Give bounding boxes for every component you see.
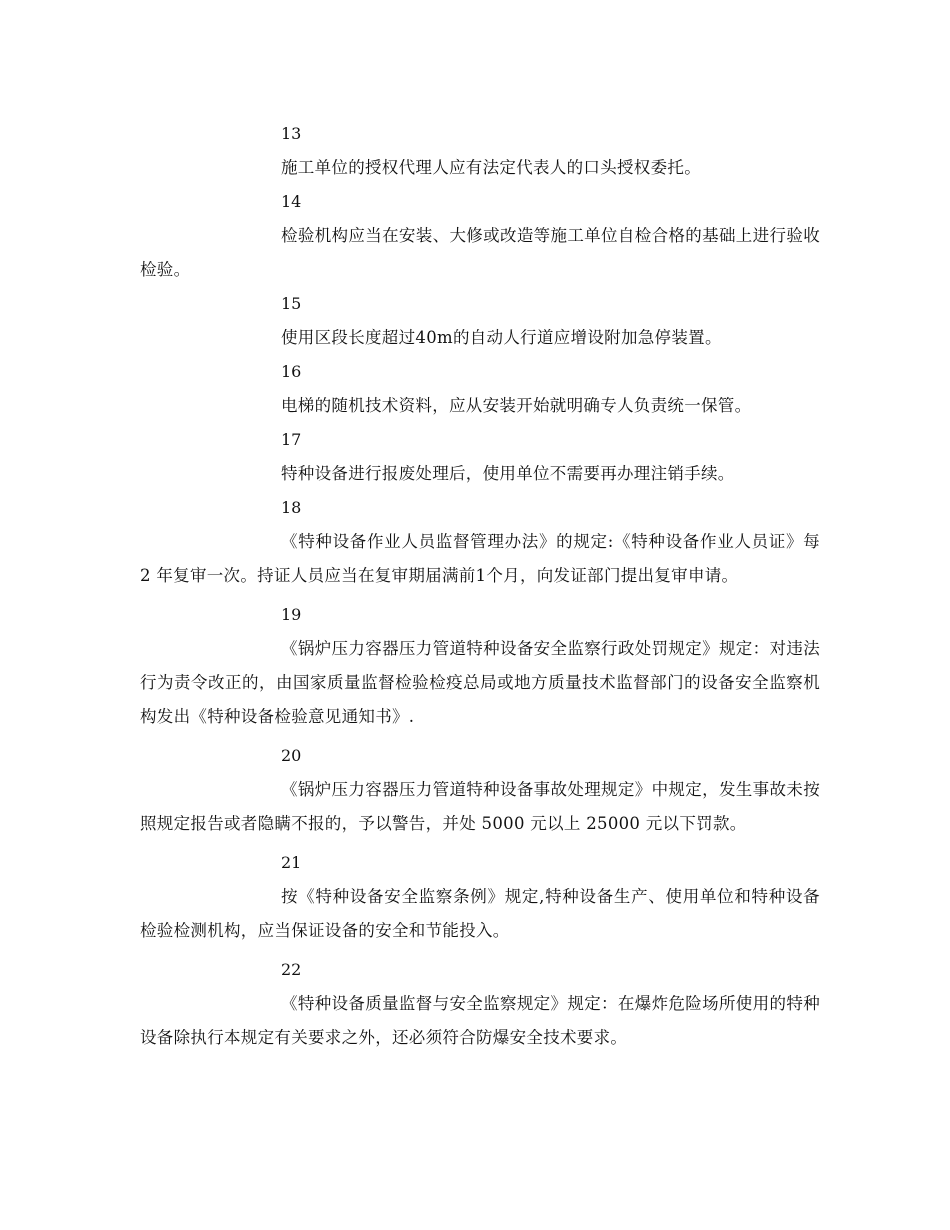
item-number: 21 (281, 853, 302, 872)
item-number: 19 (281, 605, 302, 624)
item-text: 《锅炉压力容器压力管道特种设备安全监察行政处罚规定》规定：对违法行为责令改正的，由国家质量监督检验检疫总局或地方质量技术监督部门的设备安全监察机构发出《特种设备检验意见通知书》. (140, 639, 820, 726)
item-number: 20 (281, 746, 302, 765)
item-number: 18 (281, 498, 302, 517)
item-text: 《特种设备作业人员监督管理办法》的规定:《特种设备作业人员证》每 2 年复审一次。持证人员应当在复审期届满前1个月，向发证部门提出复审申请。 (140, 532, 820, 585)
item-text: 特种设备进行报废处理后，使用单位不需要再办理注销手续。 (281, 464, 735, 483)
item-text: 《特种设备质量监督与安全监察规定》规定：在爆炸危险场所使用的特种设备除执行本规定有关要求之外，还必须符合防爆安全技术要求。 (140, 994, 820, 1047)
item-number: 14 (281, 192, 302, 211)
item-number: 13 (281, 124, 302, 143)
item-text: 电梯的随机技术资料，应从安装开始就明确专人负责统一保管。 (281, 396, 752, 415)
item-text: 检验机构应当在安装、大修或改造等施工单位自检合格的基础上进行验收检验。 (140, 226, 820, 279)
item-text: 施工单位的授权代理人应有法定代表人的口头授权委托。 (281, 158, 701, 177)
item-number: 15 (281, 294, 302, 313)
item-number: 22 (281, 960, 302, 979)
item-text: 使用区段长度超过40m的自动人行道应增设附加急停装置。 (281, 328, 722, 347)
document-body (140, 117, 820, 1055)
item-text: 《锅炉压力容器压力管道特种设备事故处理规定》中规定，发生事故未按照规定报告或者隐瞒不报的，予以警告，并处 5000 元以上 25000 元以下罚款。 (140, 780, 820, 833)
item-number: 17 (281, 430, 302, 449)
item-text: 按《特种设备安全监察条例》规定,特种设备生产、使用单位和特种设备检验检测机构，应当保证设备的安全和节能投入。 (140, 887, 820, 940)
item-number: 16 (281, 362, 302, 381)
